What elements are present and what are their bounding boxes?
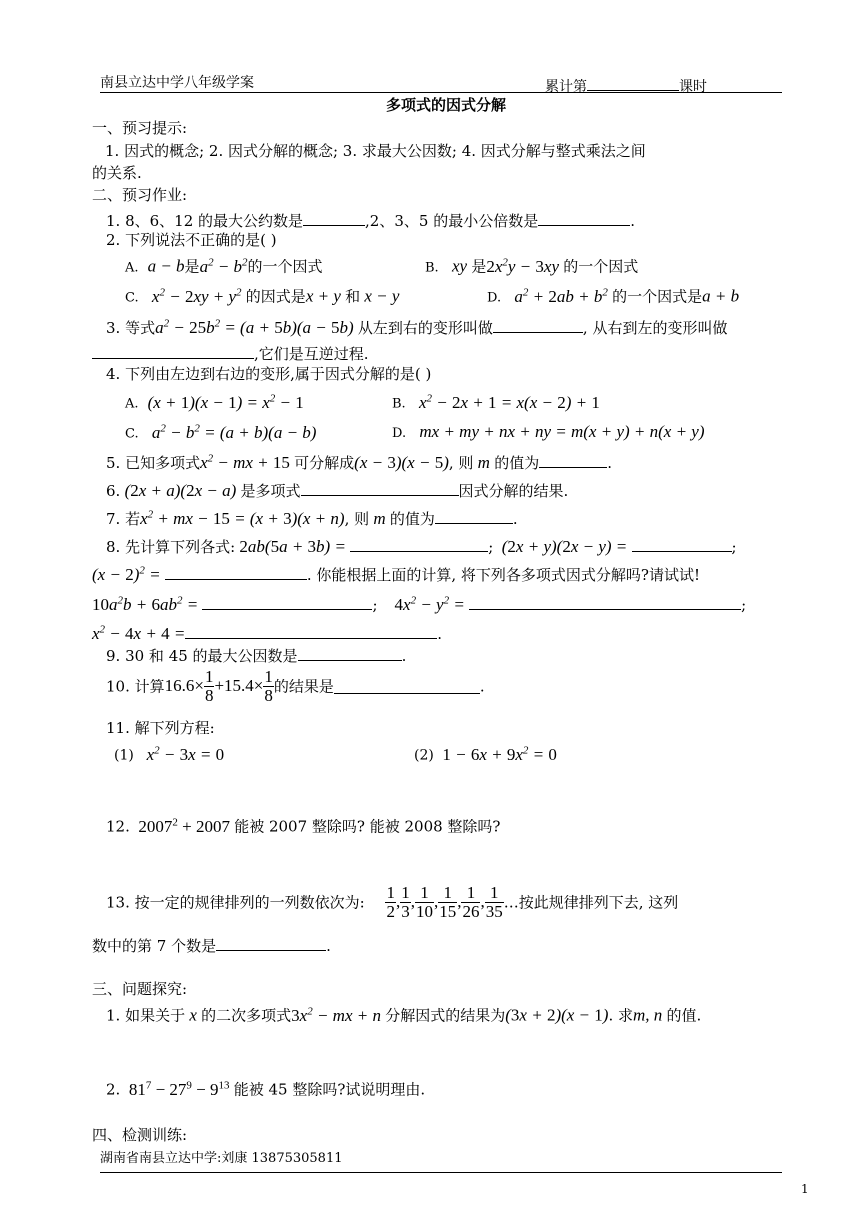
q2-2: 2. 下列说法不正确的是( ) [106, 231, 277, 249]
option-label: D. [392, 426, 407, 441]
q2-10 [106, 668, 485, 705]
math: , [410, 892, 415, 912]
fraction: $\frac{1}{15}$ [439, 883, 457, 921]
math: $x^2 - 2xy + y^2$ [143, 286, 242, 306]
q2-13-text-a: 13. 按一定的规律排列的一列数依次为: [106, 893, 365, 912]
math: mx + my + nx + ny = m(x + y) + n(x + y) [410, 422, 705, 441]
footer-rule [100, 1172, 782, 1173]
math: (2x + a)(2x − a) [120, 481, 241, 500]
eq-label: (1) [114, 747, 134, 764]
header-school-plan: 南县立达中学八年级学案 [100, 75, 254, 91]
math: a + b [702, 286, 740, 306]
q3-1-text-a: 1. 如果关于 [106, 1006, 186, 1025]
math: $2007^2 + 2007$ [129, 816, 235, 836]
blank [303, 211, 365, 226]
q2-2-c-and: 和 [345, 287, 361, 306]
math: $x^2$ + mx − 15 = (x + 3)(x + n) [140, 508, 345, 528]
q2-8-end: . [437, 625, 443, 643]
fraction: $\frac{1}{35}$ [485, 883, 503, 921]
q2-13-line2 [92, 936, 331, 954]
q2-3-text-c: , 从右到左的变形叫做 [582, 319, 728, 337]
q2-2-b-text: 是 [471, 257, 487, 276]
math: (3x + 2)(x − 1) [505, 1005, 609, 1025]
blank [216, 936, 326, 951]
q2-11-eq1 [114, 745, 224, 763]
option-label: C. [125, 426, 139, 442]
q2-6-text-a: 6. [106, 482, 121, 500]
math: (x − 3)(x − 5) [354, 453, 449, 472]
q3-1-text-e: 的值. [666, 1006, 702, 1025]
q3-1-text-c: 分解因式的结果为 [385, 1006, 506, 1025]
q2-5-text-e: . [607, 454, 612, 472]
q2-4-option-b [392, 393, 600, 411]
math: $2x^2y - 3xy$ [486, 256, 564, 276]
q2-3-line2 [92, 344, 369, 362]
math: a − b [143, 256, 185, 276]
header-rule [100, 92, 782, 93]
q3-1 [106, 1006, 701, 1024]
q2-3-text-d: ,它们是互逆过程. [254, 345, 369, 363]
separator: ; [741, 596, 747, 614]
q2-13-text-d: . [326, 937, 331, 955]
q2-4: 4. 下列由左边到右边的变形,属于因式分解的是( ) [106, 365, 432, 383]
page-title: 多项式的因式分解 [386, 96, 507, 114]
blank [350, 537, 488, 552]
math: $x^2 - 4x + 4$ = [92, 623, 186, 643]
q2-5-text-d: 的值为 [494, 454, 540, 472]
blank [185, 624, 437, 639]
fraction: $\frac{1}{26}$ [462, 883, 480, 921]
math: (2x + y)(2x − y) = [493, 537, 632, 556]
fraction: $\frac{1}{10}$ [415, 883, 433, 921]
q2-8-line4 [92, 624, 442, 642]
q2-9-text-b: . [401, 647, 407, 665]
math: , [395, 892, 401, 912]
blank [539, 453, 607, 468]
page-number: 1 [801, 1182, 809, 1196]
q2-3-text-a: 3. 等式 [106, 319, 156, 337]
q2-1-text-c: . [630, 212, 635, 230]
section2-heading: 二、预习作业: [92, 186, 188, 204]
q2-2-a-tail: 的一个因式 [247, 257, 323, 276]
q2-8 [106, 537, 737, 555]
math: m [369, 509, 390, 528]
eq-label: (2) [414, 747, 434, 764]
cumulative-prefix: 累计第 [545, 79, 587, 95]
q2-7-text-a: 7. 若 [106, 510, 141, 528]
q2-12-text-a: 12. [106, 817, 130, 836]
option-label: B. [425, 260, 439, 276]
q2-3 [106, 318, 727, 336]
fraction: $\frac{1}{3}$ [401, 883, 410, 921]
q2-2-option-a [125, 257, 323, 275]
q2-4-option-d [392, 423, 705, 440]
q2-6 [106, 481, 568, 499]
section1-line2: 的关系. [92, 164, 142, 182]
q2-6-text-c: 因式分解的结果. [458, 482, 569, 500]
blank [165, 565, 307, 580]
q2-6-text-b: 是多项式 [240, 482, 301, 500]
math: $4x^2 - y^2$ = [394, 594, 470, 614]
q2-10-text-a: 10. 计算 [106, 677, 165, 696]
math: x + y [305, 286, 346, 306]
blank [632, 537, 732, 552]
fraction: $\frac{1}{8}$ [204, 667, 214, 705]
option-label: A. [125, 396, 139, 412]
q2-8-line2 [92, 565, 700, 583]
q2-13 [106, 884, 678, 921]
q2-2-option-c [125, 287, 399, 305]
q3-2-text-b: 能被 45 整除吗?试说明理由. [233, 1080, 426, 1099]
math: , [457, 892, 462, 912]
math: xy [443, 256, 472, 276]
q2-5-text-b: 可分解成 [294, 454, 355, 472]
math: $a^2 - 25b^2 = (a + 5b)(a - 5b)$ [155, 317, 358, 337]
blank [334, 679, 480, 694]
blank [469, 595, 741, 610]
q2-10-text-b: 的结果是 [273, 677, 334, 696]
math: $x^2 - 3x = 0$ [133, 744, 225, 764]
math: , [433, 892, 439, 912]
math: , [480, 892, 485, 912]
q2-13-text-c: 数中的第 7 个数是 [92, 937, 217, 955]
fraction: $\frac{1}{8}$ [264, 667, 273, 705]
q3-1-text-b: 的二次多项式 [201, 1006, 292, 1025]
option-label: A. [125, 260, 139, 276]
option-label: C. [125, 290, 139, 306]
q2-5-text-c: , 则 [448, 454, 474, 472]
q2-2-option-d [487, 287, 739, 305]
separator: ; [731, 538, 737, 556]
math: $a^2 + 2ab + b^2$ [505, 286, 608, 306]
q2-2-option-b [425, 257, 638, 275]
q2-2-b-tail: 的一个因式 [563, 257, 639, 276]
option-label: D. [487, 290, 502, 306]
q2-10-text-c: . [479, 677, 485, 696]
fraction: $\frac{1}{2}$ [386, 883, 395, 921]
math: $3x^2$ − mx + n [291, 1005, 386, 1025]
math: $x^2 - 2x + 1 = x(x - 2) + 1$ [410, 392, 600, 412]
q3-2 [106, 1080, 425, 1098]
q2-9-text-a: 9. 30 和 45 的最大公因数是 [106, 647, 298, 665]
q2-5-text-a: 5. 已知多项式 [106, 454, 201, 472]
q3-1-text-d: . 求 [608, 1006, 633, 1025]
q2-8-line3 [92, 595, 746, 613]
cumulative-suffix: 课时 [679, 79, 707, 95]
math: +15.4× [214, 676, 264, 696]
math: $1 - 6x + 9x^2 = 0$ [442, 744, 557, 764]
footer-author: 湖南省南县立达中学:刘康 13875305811 [100, 1151, 343, 1166]
blank [435, 509, 513, 524]
q2-8-text-b: . 你能根据上面的计算, 将下列各多项式因式分解吗?请试试! [306, 566, 700, 584]
q2-2-d-text: 的一个因式是 [612, 287, 703, 306]
option-label: B. [392, 396, 406, 412]
q2-11-eq2 [414, 745, 557, 763]
q2-7-text-d: . [512, 510, 518, 528]
q2-4-option-a [125, 393, 304, 411]
math: $a^2 - b^2$ [199, 256, 248, 276]
separator: ; [372, 596, 378, 614]
q2-12 [106, 817, 500, 835]
blank [301, 481, 459, 496]
math: $a^2 - b^2 = (a + b)(a - b)$ [143, 422, 317, 442]
q3-2-text-a: 2. [106, 1080, 121, 1099]
math: m [473, 453, 495, 472]
separator: ; [488, 538, 494, 556]
q2-9 [106, 646, 406, 664]
section1-heading: 一、预习提示: [92, 119, 188, 137]
cumulative-blank [587, 76, 679, 91]
math: m, n [633, 1005, 667, 1025]
q2-7 [106, 509, 518, 527]
q2-5 [106, 453, 612, 471]
blank [538, 211, 630, 226]
math: $81^7 - 27^9 - 9^{13}$ [120, 1079, 230, 1099]
blank [493, 318, 583, 333]
math: 2ab(5a + 3b) = [239, 537, 351, 556]
section1-line1: 1. 因式的概念; 2. 因式分解的概念; 3. 求最大公因数; 4. 因式分解与整式乘法之间 [105, 142, 646, 160]
q2-8-text-a: 8. 先计算下列各式: [106, 538, 236, 556]
q2-1-text-b: ,2、3、5 的最小公倍数是 [365, 212, 539, 230]
q2-2-a-text: 是 [184, 257, 200, 276]
q2-13-text-b: …按此规律排列下去, 这列 [503, 893, 679, 912]
q2-4-option-c [125, 423, 316, 441]
q2-12-text-b: 能被 2007 整除吗? 能被 2008 整除吗? [234, 817, 501, 836]
q2-7-text-c: 的值为 [389, 510, 435, 528]
blank [298, 646, 402, 661]
q2-1-text-a: 1. 8、6、12 的最大公约数是 [106, 212, 304, 230]
section4-heading: 四、检测训练: [92, 1126, 188, 1144]
section3-heading: 三、问题探究: [92, 980, 188, 998]
math: $(x - 2)^2$ = [92, 564, 165, 584]
q2-11: 11. 解下列方程: [106, 719, 215, 737]
math: $10a^2b + 6ab^2$ = [92, 594, 203, 614]
math: $x^2$ − mx + 15 [200, 452, 290, 472]
q2-1 [106, 211, 635, 229]
math: x − y [360, 286, 400, 306]
math: x [185, 1005, 202, 1025]
blank [202, 595, 372, 610]
math: 16.6× [164, 676, 204, 696]
math: $(x + 1)(x - 1) = x^2 - 1$ [143, 392, 304, 412]
q2-3-text-b: 从左到右的变形叫做 [357, 319, 493, 337]
q2-2-c-text: 的因式是 [245, 287, 306, 306]
q2-7-text-b: , 则 [344, 510, 370, 528]
blank [92, 344, 254, 359]
